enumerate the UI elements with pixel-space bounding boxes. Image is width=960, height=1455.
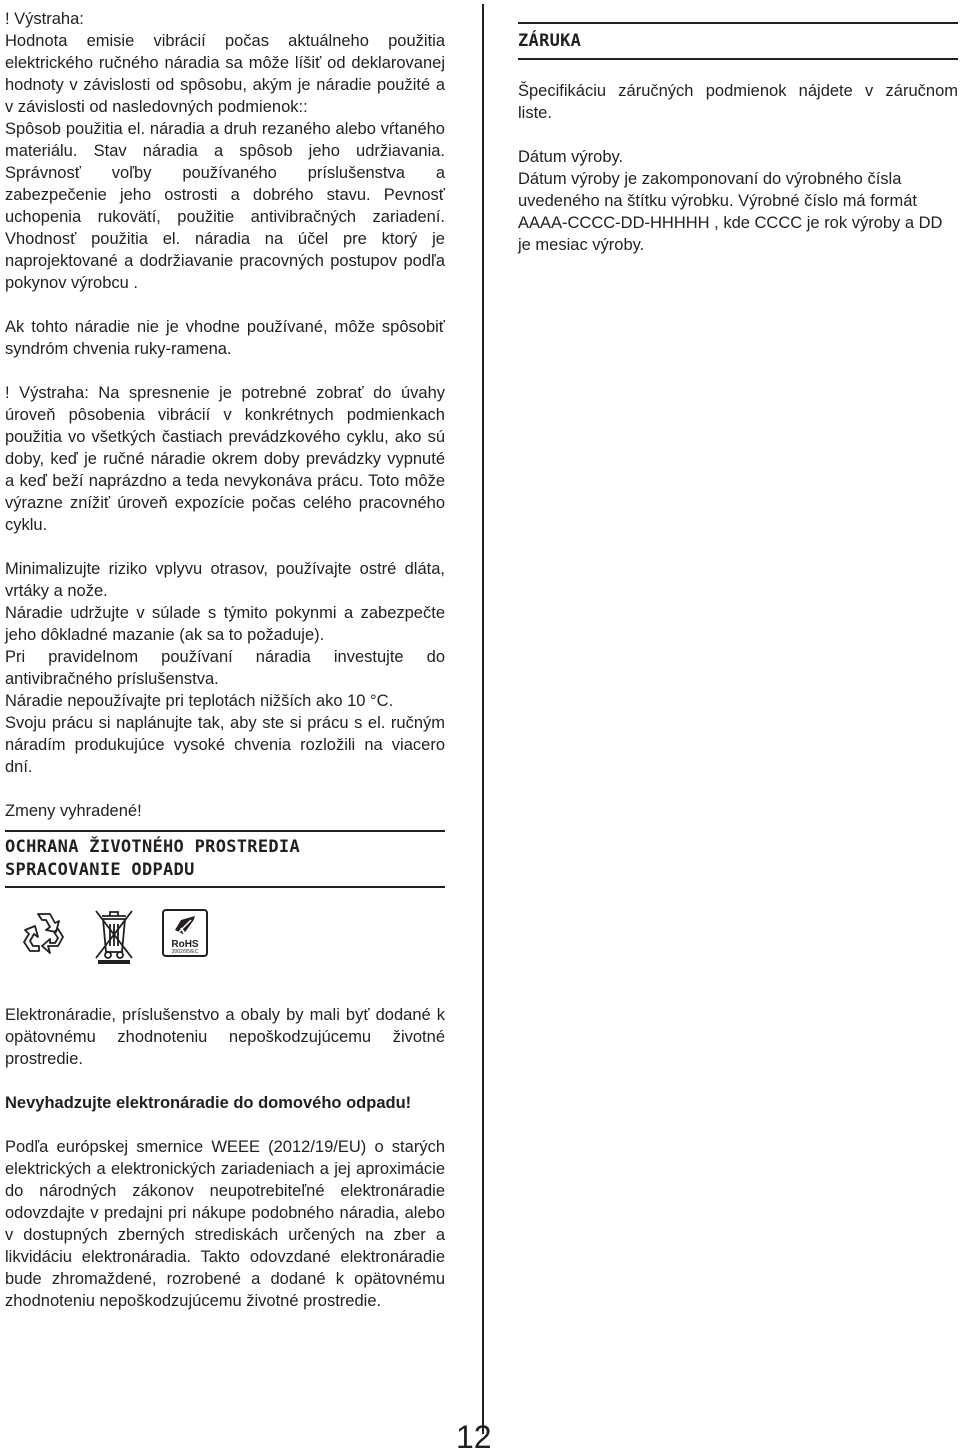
rohs-sublabel: 2002/95/EC (171, 949, 199, 955)
rohs-label: RoHS (171, 939, 199, 950)
no-household-waste-warning: Nevyhadzujte elektronáradie do domového odpadu! (5, 1094, 412, 1112)
warranty-heading: ZÁRUKA (518, 22, 958, 60)
disposal-icons (21, 908, 445, 978)
environment-heading-line2: SPRACOVANIE ODPADU (5, 860, 195, 880)
tip-item: Svoju prácu si naplánujte tak, aby ste si prácu s el. ručným náradím produkujúce vysoké chvenia rozložili na viacero dní. (5, 714, 445, 776)
warranty-text: Špecifikáciu záručných podmienok nájdete v záručnom liste. (518, 82, 958, 122)
warning-exposure: ! Výstraha: Na spresnenie je potrebné zobrať do úvahy úroveň pôsobenia vibrácií v konkrétnych podmienkach použitia vo všetkých častiach prevádzkového cyklu, ako sú doby, keď je ručné náradie okrem doby prevádzky vypnuté a keď beží naprázdno a teda nevykonáva prácu. Toto môže výrazne znížiť úroveň expozície počas celého pracovného cyklu. (5, 384, 445, 534)
hand-arm-syndrome-note: Ak tohto náradie nie je vhodne používané, môže spôsobiť syndróm chvenia ruky-ramena. (5, 318, 445, 358)
environment-heading-line1: OCHRANA ŽIVOTNÉHO PROSTREDIA (5, 837, 300, 857)
page-number: 12 (456, 1419, 492, 1455)
tip-item: Minimalizujte riziko vplyvu otrasov, používajte ostré dláta, vrtáky a nože. (5, 560, 445, 600)
rohs-icon (161, 908, 209, 958)
tip-item: Pri pravidelnom používaní náradia investujte do antivibračného príslušenstva. (5, 648, 445, 688)
left-column (5, 8, 445, 1312)
vibration-tips (5, 558, 445, 778)
crossed-out-wheelie-bin-icon (93, 908, 135, 964)
right-column (518, 22, 958, 256)
warning-title: ! Výstraha: (5, 10, 84, 28)
recycling-icon (21, 908, 67, 954)
warning-body: Hodnota emisie vibrácií počas aktuálneho použitia elektrického ručného náradia sa môže líšiť od deklarovanej hodnoty v závislosti od spôsobu, akým je náradie použité a v závislosti od nasledovných podmienok:: (5, 32, 445, 116)
tip-item: Náradie nepoužívajte pri teplotách nižších ako 10 °C. (5, 692, 394, 710)
production-date-title: Dátum výroby. (518, 148, 624, 166)
tip-item: Náradie udržujte v súlade s týmito pokynmi a zabezpečte jeho dôkladné mazanie (ak sa to požaduje). (5, 604, 445, 644)
column-divider (482, 4, 484, 1434)
changes-reserved: Zmeny vyhradené! (5, 802, 142, 820)
environment-heading (5, 830, 445, 888)
recycling-instruction: Elektronáradie, príslušenstvo a obaly by mali byť dodané k opätovnému zhodnoteniu nepoškodzujúcemu životné prostredie. (5, 1006, 445, 1068)
weee-directive-text: Podľa európskej smernice WEEE (2012/19/EU) o starých elektrických a elektronických zariadeniach a jej aproximácie do národných zákonov neupotrebiteľné elektronáradie odovzdajte v predajni pri nákupe podobného náradia, alebo v dostupných zberných strediskách určených na zber a likvidáciu elektronáradia. Takto odovzdané elektronáradie bude zhromaždené, rozrobené a dodané k opätovnému zhodnoteniu nepoškodzujúcemu životné prostredie. (5, 1138, 445, 1310)
production-date-text: Dátum výroby je zakomponovaní do výrobného čísla uvedeného na štítku výrobku. Výrobné číslo má formát AAAA-CCCC-DD-HHHHH , kde CCCC je rok výroby a DD je mesiac výroby. (518, 170, 943, 254)
warning-conditions: Spôsob použitia el. náradia a druh rezaného alebo vŕtaného materiálu. Stav náradia a spôsob jeho udržiavania. Správnosť voľby používaného príslušenstva a zabezpečenie jeho ostrosti a dobrého stavu. Pevnosť uchopenia rukovätí, použitie antivibračných zariadení. Vhodnosť použitia el. náradia na účel pre ktorý je naprojektované a dodržiavanie pracovných postupov podľa pokynov výrobcu . (5, 120, 445, 292)
